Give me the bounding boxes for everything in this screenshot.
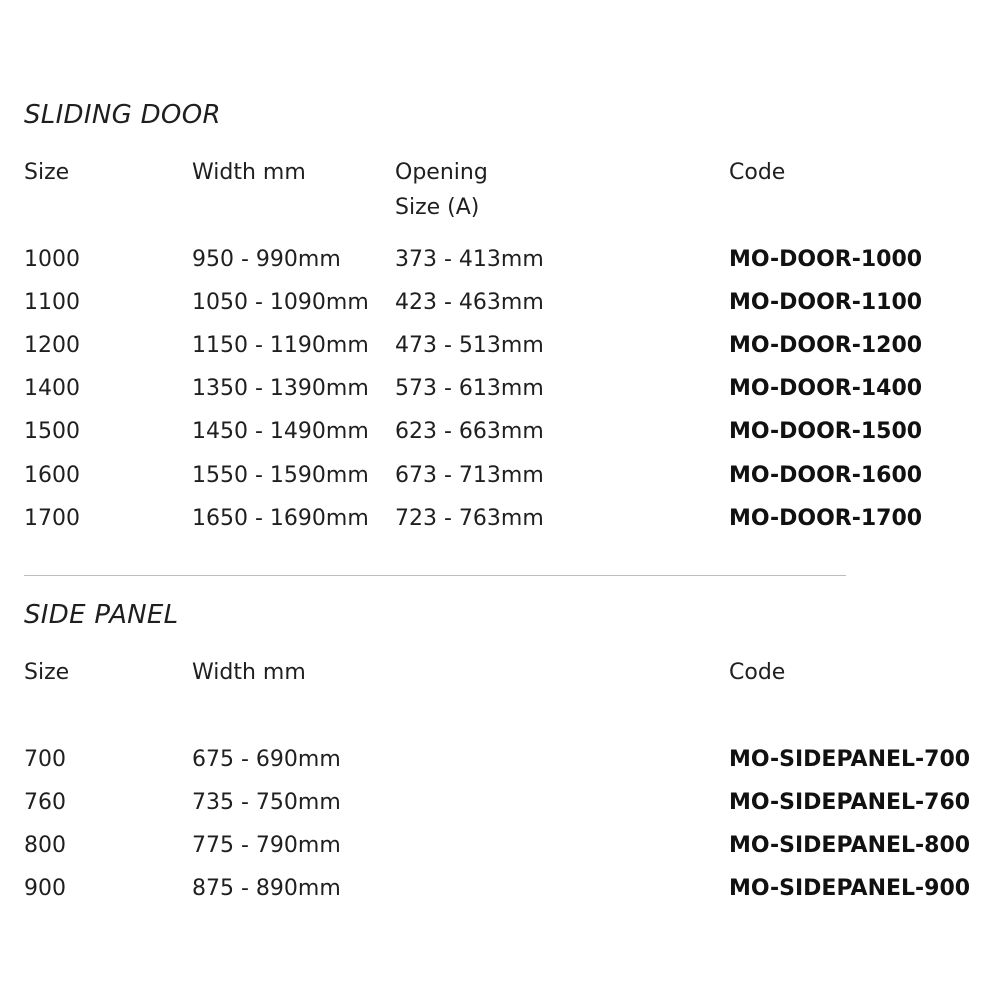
cell-width: 1350 - 1390mm [192,376,369,402]
cell-code: MO-SIDEPANEL-700 [729,747,971,772]
table-row [0,288,1000,318]
table-row [0,874,1000,904]
header-opening-2: Size (A) [395,195,480,220]
header-opening-1: Opening [395,160,488,185]
table-row [0,331,1000,361]
cell-code: MO-DOOR-1600 [729,462,923,488]
header-size: Size [24,660,70,685]
cell-width: 950 - 990mm [192,247,341,272]
cell-opening: 473 - 513mm [395,333,544,359]
cell-code: MO-DOOR-1200 [729,333,923,359]
cell-code: MO-SIDEPANEL-800 [729,833,971,858]
cell-size: 900 [24,876,66,901]
cell-opening: 623 - 663mm [395,419,544,445]
cell-code: MO-DOOR-1000 [729,247,923,272]
cell-size: 1600 [24,462,80,488]
cell-width: 875 - 890mm [192,876,341,901]
cell-width: 1550 - 1590mm [192,462,369,488]
cell-width: 1050 - 1090mm [192,290,369,316]
table-row [0,461,1000,491]
cell-opening: 423 - 463mm [395,290,544,316]
cell-opening: 673 - 713mm [395,462,544,488]
cell-opening: 573 - 613mm [395,376,544,402]
cell-size: 1000 [24,247,80,272]
cell-width: 1150 - 1190mm [192,333,369,359]
cell-code: MO-DOOR-1100 [729,290,923,316]
table-row [0,417,1000,447]
cell-size: 1700 [24,505,80,531]
cell-code: MO-DOOR-1700 [729,505,923,531]
cell-code: MO-SIDEPANEL-900 [729,876,971,901]
cell-opening: 723 - 763mm [395,505,544,531]
header-width: Width mm [192,660,306,685]
header-code: Code [729,160,786,185]
cell-size: 760 [24,790,66,815]
table-row [0,504,1000,534]
side-panel-header [0,656,1000,686]
cell-code: MO-SIDEPANEL-760 [729,790,971,815]
cell-width: 775 - 790mm [192,833,341,858]
table-row [0,831,1000,861]
cell-code: MO-DOOR-1500 [729,419,923,445]
table-row [0,374,1000,404]
cell-size: 1100 [24,290,80,316]
header-size: Size [24,160,70,185]
sliding-door-header [0,156,1000,220]
cell-opening: 373 - 413mm [395,247,544,272]
cell-code: MO-DOOR-1400 [729,376,923,402]
cell-width: 735 - 750mm [192,790,341,815]
sliding-door-title: SLIDING DOOR [24,100,221,130]
cell-width: 675 - 690mm [192,747,341,772]
cell-width: 1650 - 1690mm [192,505,369,531]
cell-size: 1500 [24,419,80,445]
section-divider [24,575,846,576]
table-row [0,245,1000,275]
header-code: Code [729,660,786,685]
cell-size: 1200 [24,333,80,359]
cell-width: 1450 - 1490mm [192,419,369,445]
cell-size: 800 [24,833,66,858]
side-panel-title: SIDE PANEL [24,600,179,630]
cell-size: 700 [24,747,66,772]
cell-size: 1400 [24,376,80,402]
table-row [0,745,1000,775]
table-row [0,788,1000,818]
header-width: Width mm [192,160,306,185]
